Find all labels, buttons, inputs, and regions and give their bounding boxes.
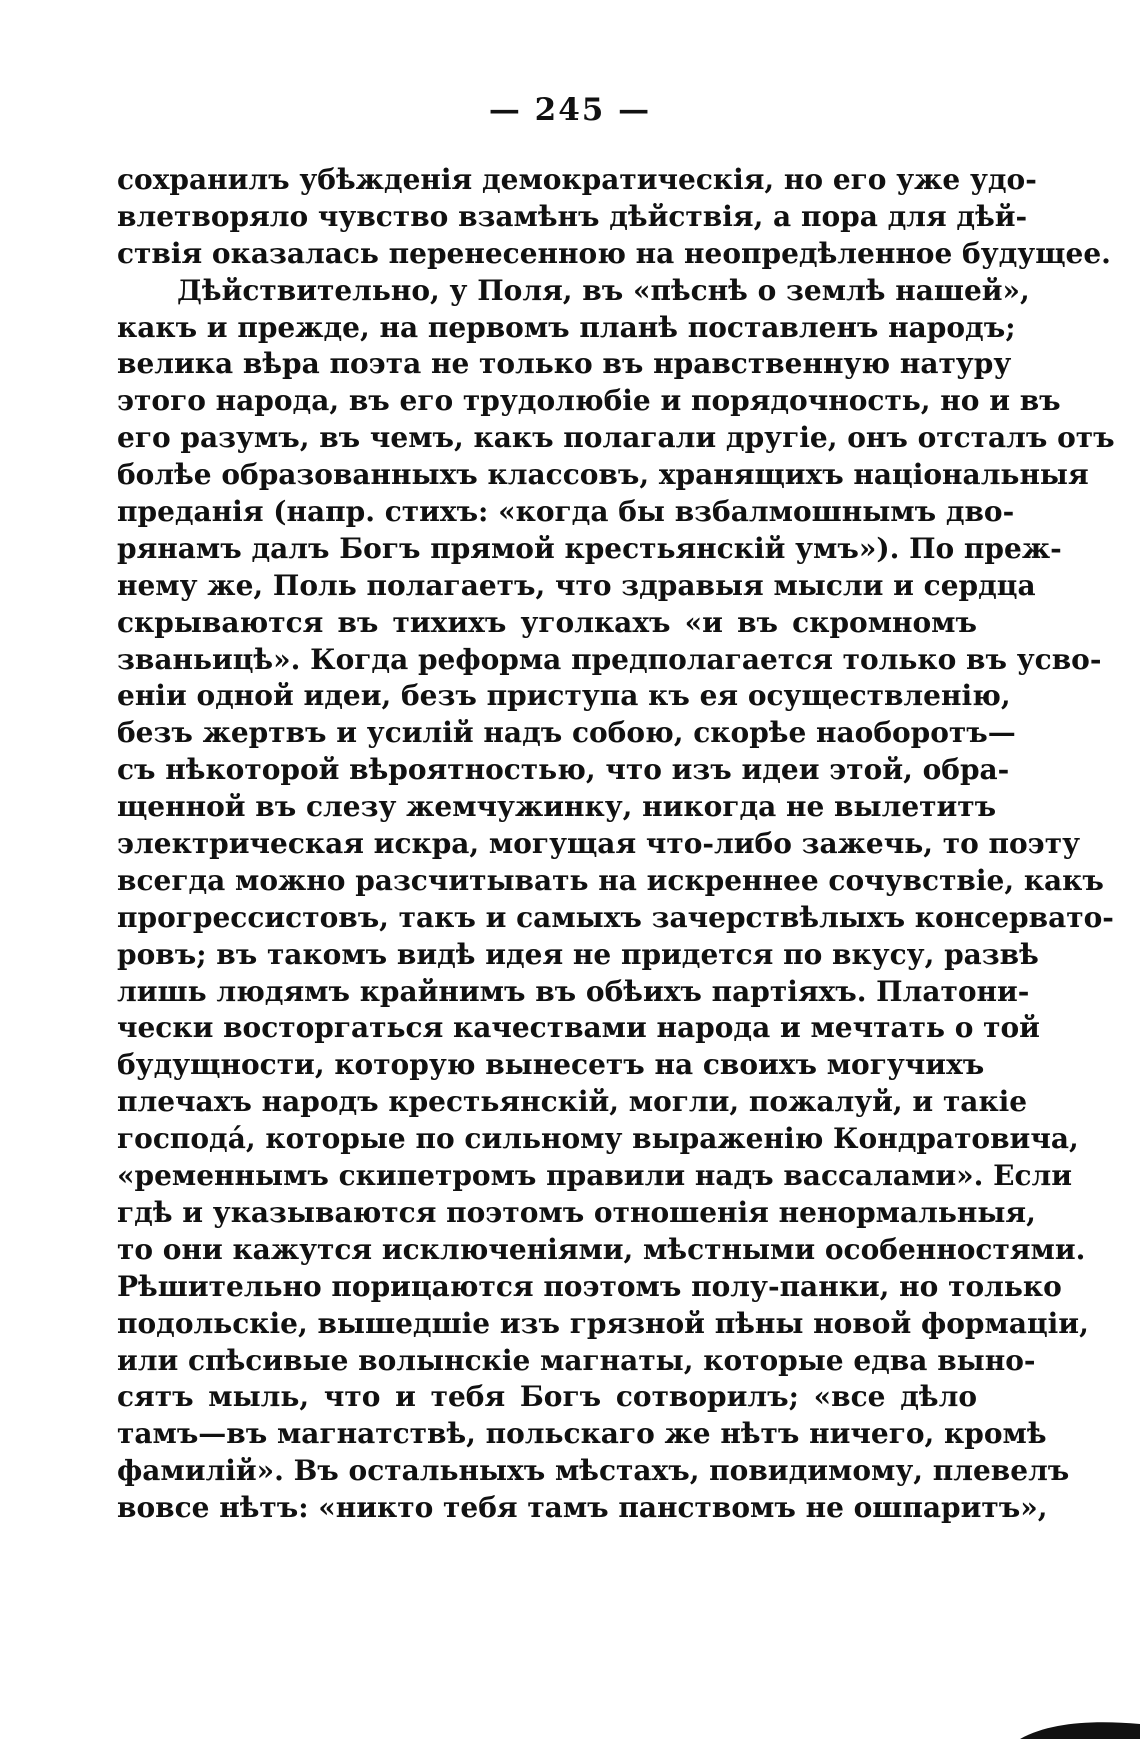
paragraph-start-line: Дѣйствительно, у Поля, въ «пѣснѣ о землѣ нашей», [177,273,1030,307]
text-line: или спѣсивые волынскіе магнаты, которые едва выно- [117,1343,1036,1377]
text-line: вовсе нѣтъ: «никто тебя тамъ панствомъ не ошпаритъ», [117,1491,1048,1525]
text-line: прогрессистовъ, такъ и самыхъ зачерствѣлыхъ консервато- [117,900,1114,934]
text-line: сохранилъ убѣжденія демократическія, но его уже удо- [117,163,1037,196]
text-line: будущности, которую вынесетъ на своихъ могучихъ [117,1048,985,1082]
text-line: подольскіе, вышедшіе изъ грязной пѣны новой формаціи, [117,1306,1089,1340]
text-line: преданія (напр. стихъ: «когда бы взбалмошнымъ дво- [117,495,1015,529]
text-line: господа́, которые по сильному выраженію Кондратовича, [117,1122,1079,1156]
text-line: ровъ; въ такомъ видѣ идея не придется по вкусу, развѣ [117,937,1039,971]
text-line: электрическая искра, могущая что-либо зажечь, то поэту [117,827,1080,861]
text-line: плечахъ народъ крестьянскій, могли, пожалуй, и такіе [117,1085,1028,1119]
text-line: нему же, Поль полагаетъ, что здравыя мысли и сердца [117,568,1036,602]
text-line: щенной въ слезу жемчужинку, никогда не вылетитъ [117,790,997,824]
text-line: влетворяло чувство взамѣнъ дѣйствія, а пора для дѣй- [117,199,1028,233]
text-line: гдѣ и указываются поэтомъ отношенія ненормальныя, [117,1195,1036,1229]
text-line: безъ жертвъ и усилій надъ собою, скорѣе наоборотъ— [117,716,1016,750]
page-corner-ornament [1020,1700,1140,1739]
text-line: Рѣшительно порицаются поэтомъ полу-панки, но только [117,1269,1062,1303]
text-line: его разумъ, въ чемъ, какъ полагали другіе, онъ отсталъ отъ [117,421,1115,455]
text-line: рянамъ далъ Богъ прямой крестьянскій умъ»). По преж- [117,531,1062,565]
text-line: велика вѣра поэта не только въ нравственную натуру [117,347,1012,381]
text-line: тамъ—въ магнатствѣ, польскаго же нѣтъ ничего, кромѣ [117,1417,1047,1451]
text-line: съ нѣкоторой вѣроятностью, что изъ идеи этой, обра- [117,753,1010,787]
text-line: болѣе образованныхъ классовъ, хранящихъ національныя [117,458,1089,492]
text-line: скрываются въ тихихъ уголкахъ «и въ скромномъ [117,605,977,639]
text-line: этого народа, въ его трудолюбіе и порядочность, но и въ [117,384,1061,418]
text-line: всегда можно разсчитывать на искреннее сочувствіе, какъ [117,863,1104,897]
text-line: то они кажутся исключеніями, мѣстными особенностями. [117,1232,1086,1266]
text-line: чески восторгаться качествами народа и мечтать о той [117,1011,1040,1045]
text-line: званьицѣ». Когда реформа предполагается только въ усво- [117,642,1102,676]
text-line: еніи одной идеи, безъ приступа къ ея осуществленію, [117,679,1011,713]
text-line: сятъ мыль, что и тебя Богъ сотворилъ; «все дѣло [117,1380,977,1414]
text-line: какъ и прежде, на первомъ планѣ поставленъ народъ; [117,310,1016,344]
text-line: фамилій». Въ остальныхъ мѣстахъ, повидимому, плевелъ [117,1454,1070,1488]
page-number: — 245 — [488,92,652,128]
text-line: ствія оказалась перенесенною на неопредѣленное будущее. [117,236,1111,270]
text-line: лишь людямъ крайнимъ въ обѣихъ партіяхъ. Платони- [117,974,1030,1008]
body-text [117,162,1115,1527]
text-line: «ременнымъ скипетромъ правили надъ вассалами». Если [117,1159,1073,1193]
